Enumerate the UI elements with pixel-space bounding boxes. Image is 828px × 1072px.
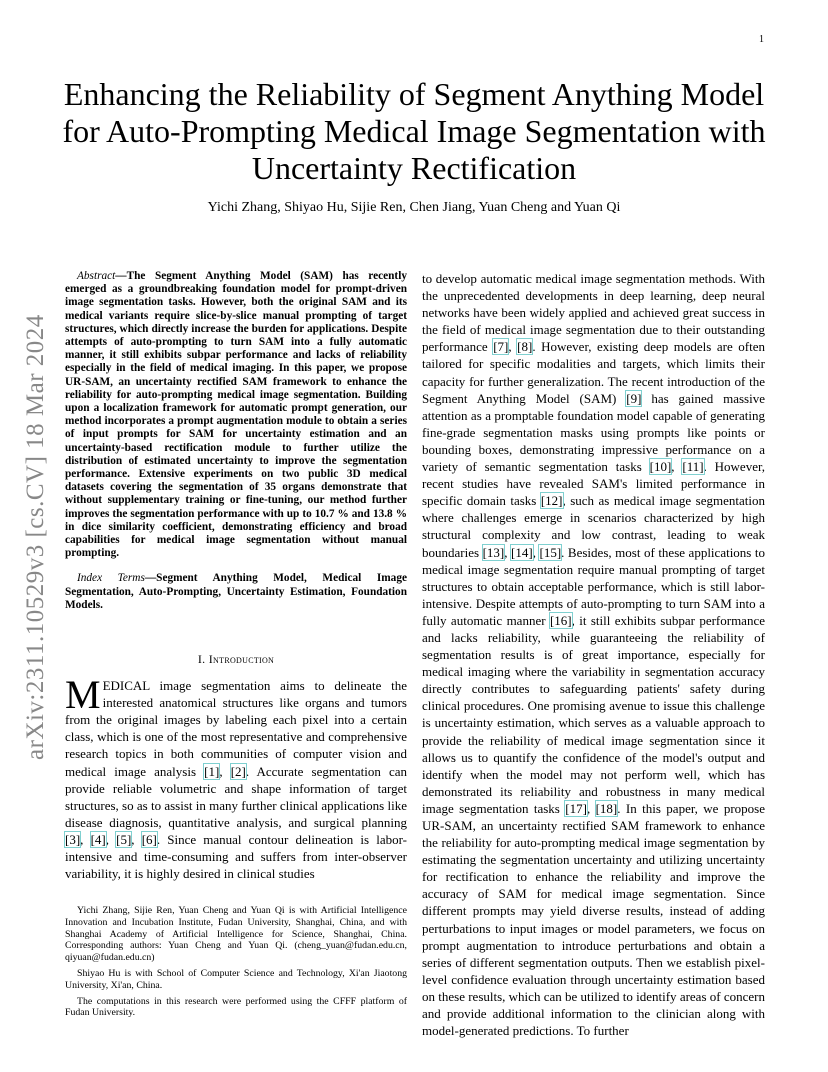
author-list: Yichi Zhang, Shiyao Hu, Sijie Ren, Chen Jiang, Yuan Cheng and Yuan Qi xyxy=(207,200,621,215)
citation-link[interactable]: [13] xyxy=(482,544,505,560)
footnote-affiliation-2: Shiyao Hu is with School of Computer Science and Technology, Xi'an Jiaotong University, Xi'an, China. xyxy=(65,967,407,991)
citation-link[interactable]: [3] xyxy=(65,831,81,847)
citation-sep: , xyxy=(131,831,142,847)
citation-sep: , xyxy=(80,831,91,847)
citation-link[interactable]: [5] xyxy=(116,831,132,847)
body-text: , it still exhibits subpar performance and lacks reliability, while guaranteeing the reliability of segmentation results is of great importance, especially for medical imaging where the variability in segmentation accuracy directly contributes to safeguarding patients' safety during clinical procedures. One promising avenue to issue this challenge is uncertainty estimation, which serves as a valuable approach to provide the reliability of medical image segmentation since it allows us to quantify the confidence of the model's output and identify when the model may not perform well, which has demonstrated its reliability and robustness in many medical image segmentation tasks xyxy=(422,612,765,816)
section-heading xyxy=(65,652,407,667)
drop-cap: M xyxy=(65,672,101,718)
body-text: . However, existing deep models are often tailored for specific modalities and targets, which limits their capacity for further generalization. The recent introduction of the Segment Anything Model (SAM) xyxy=(422,339,765,406)
citation-link[interactable]: [7] xyxy=(493,339,509,355)
citation-link[interactable]: [9] xyxy=(626,390,642,406)
intro-text-a: EDICAL image segmentation aims to delineate the interested anatomical structures like organs and tumors from the original images by labeling each pixel into a certain class, which is one of the most representative and comprehensive research topics in both communities of computer vision and medical image analysis xyxy=(65,678,407,779)
body-text: to develop automatic medical image segmentation methods. With the unprecedented developments in deep learning, deep neural networks have been widely applied and achieved great success in the field of medical image segmentation due to their outstanding performance xyxy=(422,271,765,355)
citation-sep: , xyxy=(508,339,518,355)
citation-sep: , xyxy=(504,544,512,560)
abstract xyxy=(65,270,407,560)
abstract-text: —The Segment Anything Model (SAM) has recently emerged as a groundbreaking foundation model for prompt-driven image segmentation tasks. However, both the original SAM and its medical variants require slice-by-slice manual prompting of target structures, which directly increase the burden for applications. Despite attempts of auto-prompting to turn SAM into a fully automatic manner, it still exhibits subpar performance and lacks of reliability especially in the field of medical imaging. In this paper, we propose UR-SAM, an uncertainty rectified SAM framework to enhance the reliability for auto-prompting medical image segmentation. Building upon a localization framework for automatic prompt generation, our method incorporates a prompt augmentation module to obtain a series of input prompts for SAM for uncertainty estimation and an uncertainty-based rectification module to further utilize the distribution of estimated uncertainty to improve the segmentation performance. Extensive experiments on two public 3D medical datasets covering the segmentation of 35 organs demonstrate that without supplementary training or fine-tuning, our method further improves the segmentation performance with up to 10.7 % and 13.8 % in dice similarity coefficient, demonstrating efficiency and broad capabilities for medical image segmentation without manual prompting. xyxy=(65,270,407,560)
index-terms-text: —Segment Anything Model, Medical Image Segmentation, Auto-Prompting, Uncertainty Estimation, Foundation Models. xyxy=(65,572,407,611)
index-terms-label: Index Terms xyxy=(77,572,145,585)
citation-link[interactable]: [6] xyxy=(141,831,157,847)
citation-link[interactable]: [17] xyxy=(565,800,587,816)
intro-continuation xyxy=(422,270,765,1039)
body-text: . Besides, most of these applications to medical image segmentation require manual prompting of target structures to obtain acceptable performance, which is still labor-intensive. Despite attempts of auto-prompting to turn SAM into a fully automatic manner xyxy=(422,544,766,628)
left-column xyxy=(65,270,407,882)
intro-text-c: . Since manual contour delineation is labor-intensive and time-consuming and suffers from inter-observer variability, it is highly desired in clinical studies xyxy=(65,831,407,882)
citation-link[interactable]: [11] xyxy=(682,459,704,475)
right-column xyxy=(422,270,765,1039)
citation-link[interactable]: [8] xyxy=(517,339,533,355)
body-text: , such as medical image segmentation where challenges emerge in scenarios characterized by high structural complexity and low contrast, leading to weak boundaries xyxy=(422,493,765,560)
body-text: . In this paper, we propose UR-SAM, an uncertainty rectified SAM framework to enhance the reliability for auto-prompting medical image segmentation by estimating the segmentation uncertainty and utilizing uncertainty for rectification to enhance the reliability and improve the accuracy of SAM for medical image segmentation. Since different prompts may yield diverse results, instead of adding perturbations to input images or model parameters, we focus on prompt augmentation to introduce perturbations and obtain a series of different segmentation outputs. Then we establish pixel-level confidence evaluation through uncertainty estimation based on these results, which can be utilized to identify areas of concern and provide additional information to the clinician along with model-generated predictions. To further xyxy=(422,800,766,1039)
citation-sep: , xyxy=(671,459,683,475)
citation-link[interactable]: [18] xyxy=(595,800,618,816)
citation-sep: , xyxy=(532,544,540,560)
citation-sep: , xyxy=(105,831,117,847)
paper-title: Enhancing the Reliability of Segment Anything Model for Auto-Prompting Medical Image Segmentation with Uncertainty Rectification xyxy=(62,76,766,186)
section-title: Introduction xyxy=(208,652,275,667)
footnote-computations: The computations in this research were performed using the CFFF platform of Fudan University. xyxy=(65,995,407,1019)
citation-link[interactable]: [14] xyxy=(511,544,533,560)
citation-link[interactable]: [2] xyxy=(230,763,246,779)
body-text: . However, recent studies have revealed SAM's limited performance in specific domain tasks xyxy=(422,459,766,509)
page-number: 1 xyxy=(759,34,764,45)
arxiv-stamp: arXiv:2311.10529v3 [cs.CV] 18 Mar 2024 xyxy=(22,314,49,760)
intro-paragraph xyxy=(65,672,407,882)
index-terms xyxy=(65,572,407,612)
footnotes xyxy=(65,905,407,1023)
citation-link[interactable]: [15] xyxy=(539,544,562,560)
citation-link[interactable]: [10] xyxy=(649,459,672,475)
citation-sep: , xyxy=(586,800,596,816)
citation-link[interactable]: [16] xyxy=(549,612,572,628)
citation-link[interactable]: [12] xyxy=(540,493,563,509)
citation-link[interactable]: [1] xyxy=(204,763,220,779)
intro-text-b: . Accurate segmentation can provide reliable volumetric and shape information of target structures, so as to assist in many further clinical applications like disease diagnosis, quantitative analysis, and surgical planning xyxy=(65,763,407,830)
abstract-label: Abstract xyxy=(77,270,116,282)
citation-link[interactable]: [4] xyxy=(90,831,106,847)
section-number: I. xyxy=(197,652,209,667)
citation-sep: , xyxy=(219,763,231,779)
footnote-affiliation: Yichi Zhang, Sijie Ren, Yuan Cheng and Yuan Qi is with Artificial Intelligence Innovation and Incubation Institute, Fudan University, Shanghai, China, and with Shanghai Academy of Artificial Intelligence for Science, Shanghai, China. Corresponding authors: Yuan Cheng and Yuan Qi. (cheng_yuan@fudan.edu.cn, qiyuan@fudan.edu.cn) xyxy=(65,905,407,964)
body-text: has gained massive attention as a promptable foundation model capable of generating fine-grade segmentation masks using prompts like points or bounding boxes, demonstrating impressive performance on a variety of semantic segmentation tasks xyxy=(422,390,765,475)
